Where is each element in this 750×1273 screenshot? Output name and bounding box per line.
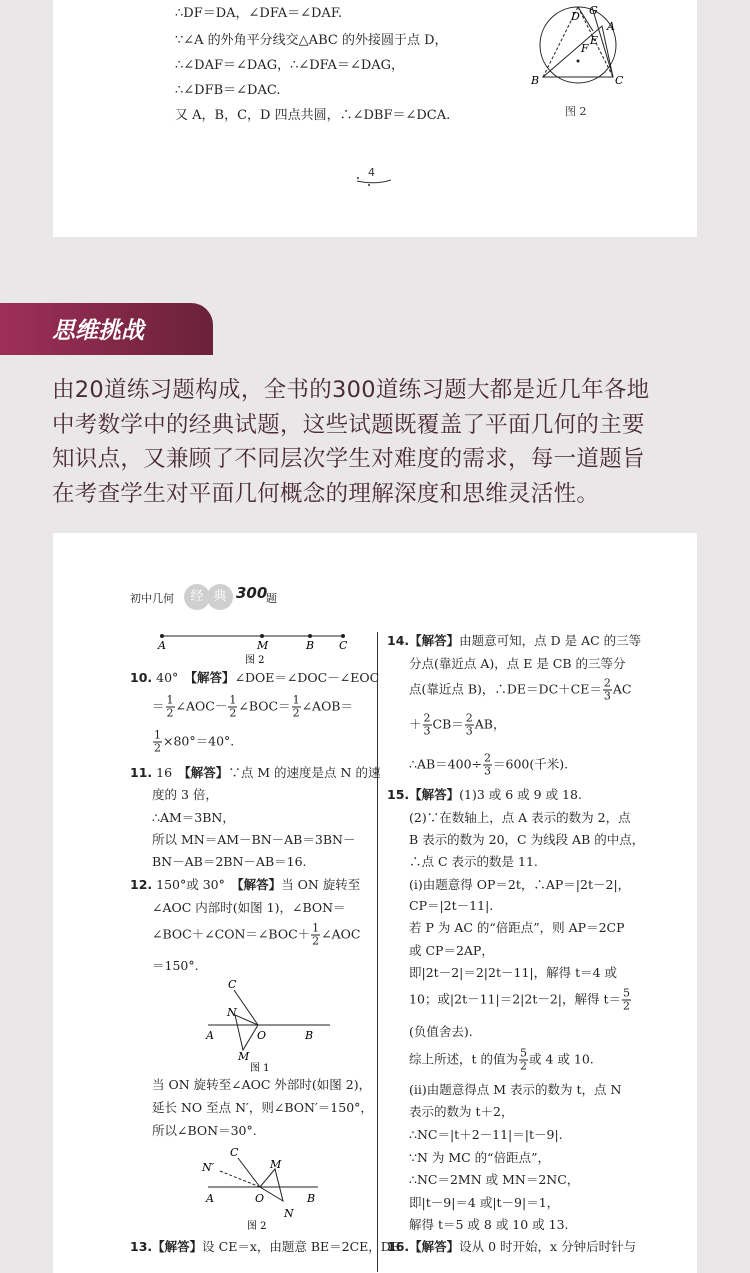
figure-2 [200,1145,330,1235]
column-divider [377,632,378,1272]
svg-text:G: G [589,4,598,17]
svg-text:C: C [615,74,624,87]
solution-line: 分点(靠近点 A)，点 E 是 CB 的三等分 [409,656,626,671]
solution-line: ∴∠DFB＝∠DAC. [175,83,281,98]
svg-text:A: A [206,1192,214,1205]
solution-line: $\frac{1}{2}$ ×80°＝40°. [154,728,235,755]
svg-text:N′: N′ [202,1161,215,1174]
svg-text:C: C [228,978,237,991]
solution-line: 15.【解答】(1)3 或 6 或 9 或 18. [387,787,582,802]
fraction: $\frac{2}{3}$ [484,751,491,778]
solution-line: (ⅰ)由题意得 OP＝2t，∴AP＝|2t－2|， [409,877,631,892]
section-intro: 由20道练习题构成，全书的300道练习题大都是近几年各地 中考数学中的经典试题，这些试题既覆盖了平面几何的主要 知识点，又兼顾了不同层次学生对难度的需求，每一道题旨 在考查学生对平面几何概念的理解深度和思维灵活性。 [52,377,650,507]
svg-text:O: O [255,1192,265,1205]
solution-line: ＝150°. [152,958,199,973]
solution-line: BN－AB＝2BN－AB＝16. [152,854,307,869]
svg-text:M: M [257,639,269,652]
figure-1 [200,978,330,1073]
solution-line: 解得 t＝5 或 8 或 10 或 13. [409,1217,569,1232]
solution-line: 即|2t－2|＝2|2t－11|，解得 t＝4 或 [409,965,618,980]
solution-line: B 表示的数为 20，C 为线段 AB 的中点， [409,832,645,847]
solution-line: 度的 3 倍， [152,787,218,802]
svg-text:C: C [339,639,348,652]
solution-line: 11. 16 【解答】∵点 M 的速度是点 N 的速 [130,765,381,780]
fraction: $\frac{1}{2}$ [312,921,320,948]
svg-text:B: B [531,74,540,87]
solution-line: 12. 150°或 30° 【解答】当 ON 旋转至 [130,877,361,892]
svg-text:图 2: 图 2 [247,1221,267,1232]
svg-text:M: M [238,1050,250,1063]
svg-text:图 1: 图 1 [250,1063,270,1073]
svg-text:C: C [230,1146,239,1159]
solution-line: 点(靠近点 B)，∴DE＝DC＋CE＝ $\frac{2}{3}$ AC [409,676,632,703]
svg-text:B: B [306,639,315,652]
book-header-char: 典 [207,584,233,610]
svg-text:N: N [284,1207,294,1220]
solution-line: 延长 NO 至点 N′，则∠BON′＝150°， [152,1100,373,1115]
solution-line: 所以∠BON＝30°. [152,1123,257,1138]
book-header-number: 300 [236,584,268,602]
solution-line: 10. 40° 【解答】∠DOE＝∠DOC－∠EOC [130,670,380,685]
fraction: $\frac{1}{2}$ [292,693,300,720]
solution-line: 若 P 为 AC 的“倍距点”，则 AP＝2CP [409,920,625,935]
solution-line: 13.【解答】设 CE＝x，由题意 BE＝2CE，DE [130,1239,400,1254]
svg-text:A: A [206,1029,214,1042]
solution-line: ∴NC＝2MN 或 MN＝2NC， [409,1172,580,1187]
solution-line: 14.【解答】由题意可知，点 D 是 AC 的三等 [387,633,642,648]
fraction: $\frac{1}{2}$ [229,693,237,720]
svg-text:B: B [307,1192,316,1205]
solution-line: ＋ $\frac{2}{3}$ CB＝ $\frac{2}{3}$ AB， [409,711,506,738]
svg-text:E: E [590,34,599,47]
svg-text:A: A [607,20,615,33]
figure-caption: 图 2 [565,105,587,118]
solution-line: ∵∠A 的外角平分线交△ABC 的外接圆于点 D， [175,33,448,48]
fraction: $\frac{1}{2}$ [154,728,161,755]
fraction: $\frac{2}{3}$ [465,711,473,738]
solution-line: 又 A，B，C，D 四点共圆，∴∠DBF＝∠DCA. [175,108,451,123]
book-header-char: 经 [184,584,210,610]
solution-line: ＝ $\frac{1}{2}$ ∠AOC－ $\frac{1}{2}$ ∠BOC＝ $\frac{1}{2}$ ∠AOB＝ [152,693,353,720]
solution-line: (ⅱ)由题意得点 M 表示的数为 t，点 N [409,1082,622,1097]
solution-line: ∠BOC＋∠CON＝∠BOC＋ $\frac{1}{2}$ ∠AOC [152,921,361,948]
solution-line: ∠AOC 内部时(如图 1)，∠BON＝ [152,900,346,915]
svg-text:F: F [581,42,589,55]
solution-line: ∴AB＝400÷ $\frac{2}{3}$ ＝600(千米). [409,751,569,778]
section-title: 思维挑战 [52,318,144,344]
svg-text:图 2: 图 2 [245,655,265,666]
fraction: $\frac{5}{2}$ [623,986,631,1013]
solution-line: ∴点 C 表示的数是 11. [409,854,538,869]
solution-line: 即|t－9|＝4 或|t－9|＝1， [409,1195,560,1210]
solution-line: ∴DF＝DA，∠DFA＝∠DAF. [175,6,342,21]
solution-line: 综上所述，t 的值为 $\frac{5}{2}$ 或 4 或 10. [409,1046,594,1073]
solution-line: 16.【解答】设从 0 时开始，x 分钟后时针与 [387,1239,637,1254]
fig-label: D [571,10,580,23]
book-header-prefix: 初中几何 [130,592,174,605]
fraction: $\frac{2}{3}$ [603,676,611,703]
solution-line: ∴∠DAF＝∠DAG，∴∠DFA＝∠DAG， [175,58,405,73]
svg-text:A: A [158,639,166,652]
svg-text:O: O [257,1029,267,1042]
fraction: $\frac{1}{2}$ [166,693,174,720]
page-ornament [355,175,395,187]
section-banner [0,303,213,355]
solution-line: 表示的数为 t＋2， [409,1104,514,1119]
solution-line: 或 CP＝2AP， [409,943,494,958]
solution-line: (负值舍去). [409,1024,473,1039]
svg-text:N: N [227,1006,237,1019]
solution-line: ∴AM＝3BN， [152,810,235,825]
page-number: 4 [368,166,375,179]
solution-line: 所以 MN＝AM－BN－AB＝3BN－ [152,832,356,847]
svg-text:M: M [270,1158,282,1171]
solution-line: ∴NC＝|t＋2－11|＝|t－9|. [409,1127,563,1142]
circle-figure [525,0,635,120]
solution-line: (2)∵在数轴上，点 A 表示的数为 2，点 [409,810,631,825]
number-line-figure [150,628,360,670]
solution-line: 10；或|2t－11|＝2|2t－2|，解得 t＝ $\frac{5}{2}$ [409,986,631,1013]
fraction: $\frac{5}{2}$ [520,1046,527,1073]
svg-text:B: B [305,1029,314,1042]
solution-line: 当 ON 旋转至∠AOC 外部时(如图 2)， [152,1077,372,1092]
fraction: $\frac{2}{3}$ [423,711,431,738]
solution-line: ∵N 为 MC 的“倍距点”， [409,1150,550,1165]
solution-line: CP＝|2t－11|. [409,898,494,913]
